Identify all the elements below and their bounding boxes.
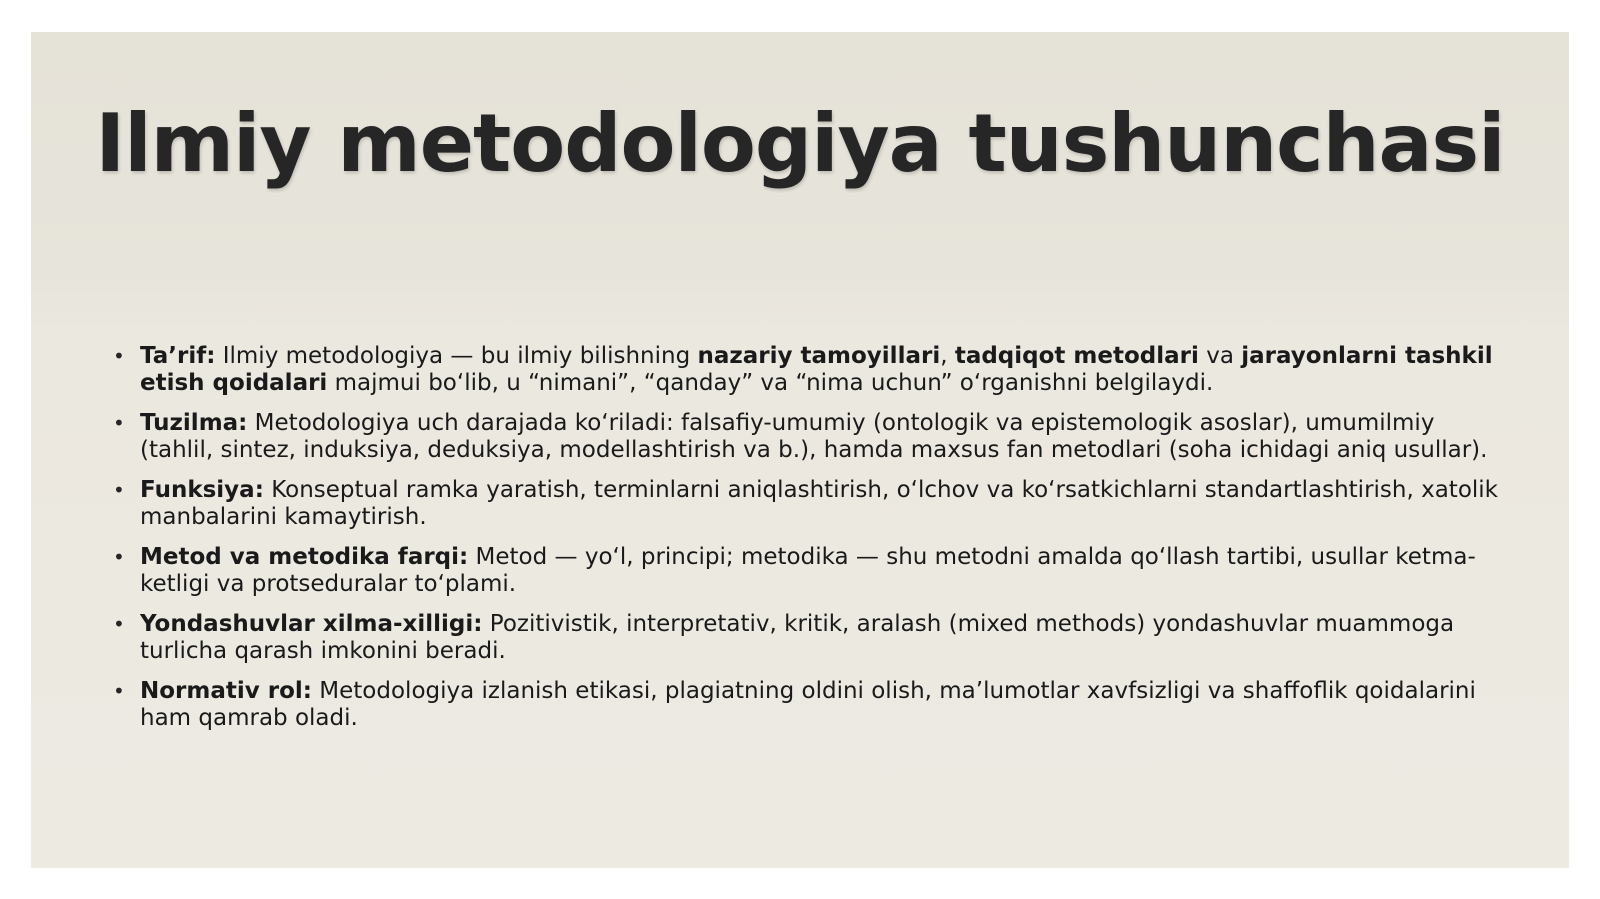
item-term: Metod va metodika farqi:	[140, 544, 469, 570]
item-term: Funksiya:	[140, 477, 264, 503]
item-text: Pozitivistik, interpretativ, kritik, aralash (mixed methods) yondashuvlar muammoga turlicha qarash imkonini beradi.	[140, 611, 1455, 664]
bullet-list	[113, 343, 1513, 745]
item-text: Konseptual ramka yaratish, terminlarni aniqlashtirish, o‘lchov va ko‘rsatkichlarni standartlashtirish, xatolik manbalarini kamaytirish.	[140, 477, 1498, 530]
item-text: majmui bo‘lib, u “nimani”, “qanday” va “nima uchun” o‘rganishni belgilaydi.	[327, 370, 1214, 396]
item-text: Metodologiya uch darajada ko‘riladi: falsafiy-umumiy (ontologik va epistemologik asoslar), umumilmiy (tahlil, sintez, induksiya, deduksiya, modellashtirish va b.), hamda maxsus fan metodlari (soha ichidagi aniq usullar).	[140, 410, 1488, 463]
item-term: Normativ rol:	[140, 678, 312, 704]
list-item	[113, 611, 1513, 665]
slide-title: Ilmiy metodologiya tushunchasi	[95, 97, 1505, 190]
item-emphasis: nazariy tamoyillari	[697, 343, 941, 369]
bullet-icon: •	[113, 612, 125, 636]
bullet-icon: •	[113, 478, 125, 502]
bullet-icon: •	[113, 411, 125, 435]
item-term: Tuzilma:	[140, 410, 248, 436]
item-text: Ilmiy metodologiya — bu ilmiy bilishning	[215, 343, 698, 369]
item-text: ,	[940, 343, 955, 369]
list-item	[113, 410, 1513, 464]
item-term: Ta’rif:	[140, 343, 216, 369]
bullet-icon: •	[113, 344, 125, 368]
item-text: Metod — yo‘l, principi; metodika — shu metodni amalda qo‘llash tartibi, usullar ketma-ketligi va protseduralar to‘plami.	[140, 544, 1476, 597]
list-item	[113, 477, 1513, 531]
list-item	[113, 544, 1513, 598]
item-emphasis: tadqiqot metodlari	[954, 343, 1199, 369]
list-item	[113, 343, 1513, 397]
item-term: Yondashuvlar xilma-xilligi:	[140, 611, 483, 637]
item-text: va	[1198, 343, 1242, 369]
item-emphasis: jarayonlarni tashkil etish qoidalari	[140, 343, 1493, 396]
bullet-icon: •	[113, 545, 125, 569]
item-text: Metodologiya izlanish etikasi, plagiatning oldini olish, ma’lumotlar xavfsizligi va shaffoflik qoidalarini ham qamrab oladi.	[140, 678, 1476, 731]
list-item	[113, 678, 1513, 732]
slide	[31, 32, 1569, 868]
bullet-icon: •	[113, 679, 125, 703]
